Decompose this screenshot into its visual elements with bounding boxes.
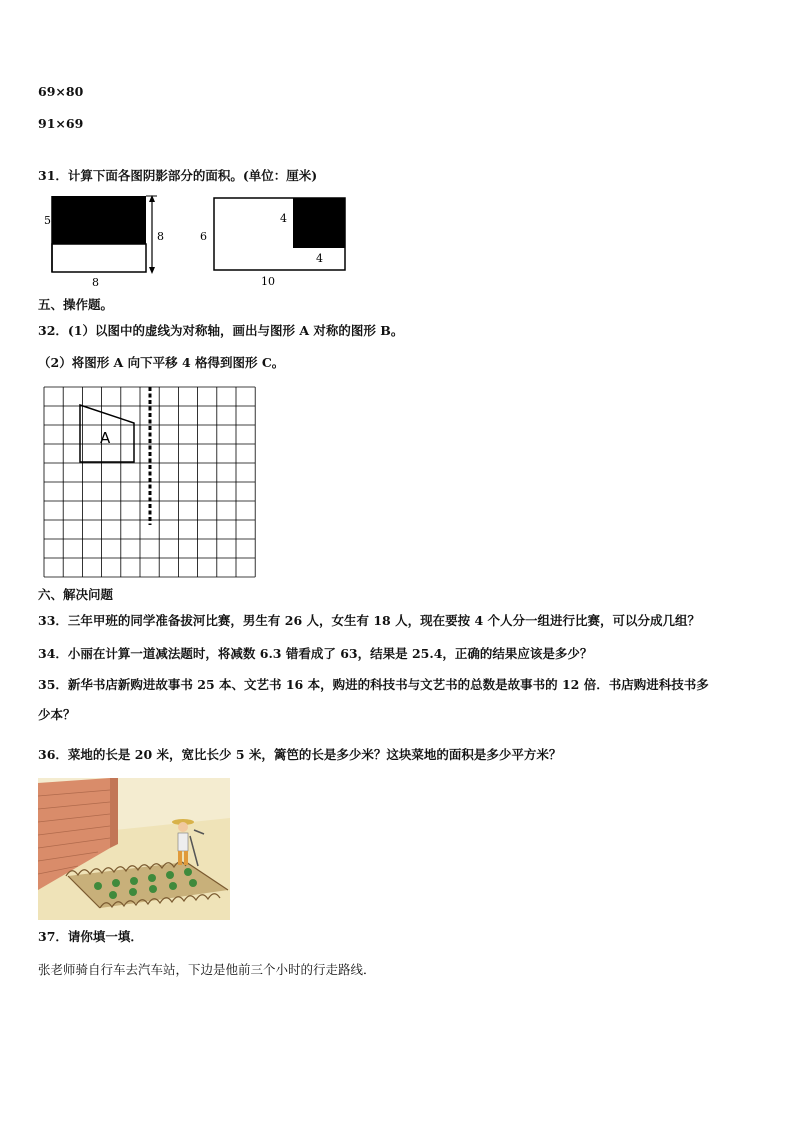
label-8-right: 8 (157, 230, 164, 243)
figure-31-b (196, 192, 356, 288)
figure-31-a (40, 192, 170, 288)
label-5: 5 (44, 214, 51, 227)
question-34: 34．小丽在计算一道减法题时，将减数 6.3 错看成了 63，结果是 25.4，正确的结果应该是多少？ (38, 646, 593, 661)
question-35-line1: 35．新华书店新购进故事书 25 本、文艺书 16 本，购进的科技书与文艺书的总数是故事书的 12 倍．书店购进科技书多 (38, 677, 709, 692)
label-4-bottom: 4 (316, 252, 323, 265)
expression-91x69: 91×69 (38, 116, 84, 131)
section-6-title: 六、解决问题 (38, 587, 114, 602)
question-33: 33．三年甲班的同学准备拔河比赛，男生有 26 人，女生有 18 人，现在要按 4 个人分一组进行比赛，可以分成几组？ (38, 613, 700, 628)
garden-illustration (38, 778, 230, 920)
shaded-region (52, 196, 146, 244)
grid-figure (42, 385, 260, 579)
section-5-title: 五、操作题。 (38, 297, 114, 312)
question-32-part2: （2）将图形 A 向下平移 4 格得到图形 C。 (38, 355, 285, 370)
label-6: 6 (200, 230, 207, 243)
label-8-bottom: 8 (92, 276, 99, 288)
question-36: 36．菜地的长是 20 米，宽比长少 5 米，篱笆的长是多少米？这块菜地的面积是多少平方米？ (38, 747, 562, 762)
shape-a-label: A (100, 429, 111, 447)
shaded-square (293, 198, 345, 248)
grid-svg (42, 385, 260, 579)
label-10: 10 (261, 275, 275, 288)
label-4-inner: 4 (280, 212, 287, 225)
question-37: 37．请你填一填． (38, 929, 143, 944)
question-32-part1: 32．(1）以图中的虚线为对称轴，画出与图形 A 对称的图形 B。 (38, 323, 404, 338)
question-31: 31．计算下面各图阴影部分的面积。(单位：厘米) (38, 168, 318, 183)
expression-69x80: 69×80 (38, 84, 84, 99)
question-35-line2: 少本？ (38, 707, 76, 722)
question-37-description: 张老师骑自行车去汽车站，下边是他前三个小时的行走路线． (38, 962, 376, 977)
